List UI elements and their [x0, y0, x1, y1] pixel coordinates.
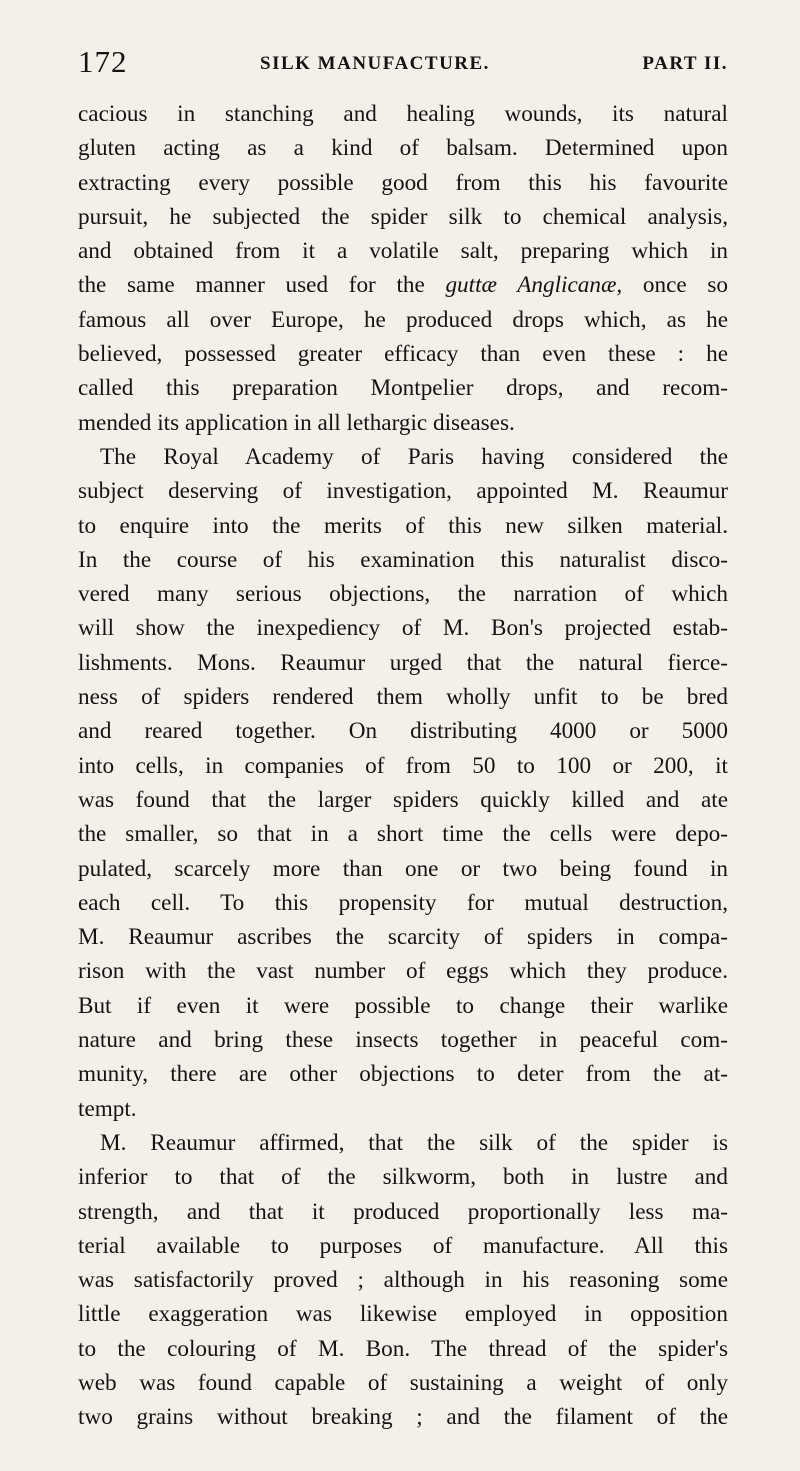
text-line: was satisfactorily proved ; although in his reasoning some: [78, 1267, 728, 1294]
text-line: rison with the vast number of eggs which they produce.: [78, 958, 728, 985]
text-line: ness of spiders rendered them wholly unfit to be bred: [78, 684, 728, 711]
text-line: little exaggeration was likewise employed in opposition: [78, 1301, 728, 1328]
text-run: the same manner used for the: [78, 272, 446, 299]
text-line: In the course of his examination this naturalist disco-: [78, 546, 728, 573]
text-line: pursuit, he subjected the spider silk to chemical analysis,: [78, 203, 728, 230]
paragraph-end-line: mended its application in all lethargic diseases.: [78, 409, 515, 436]
text-line-with-italic: [78, 268, 728, 302]
text-line: lishments. Mons. Reaumur urged that the natural fierce-: [78, 649, 728, 676]
page-number: 172: [78, 44, 128, 79]
text-line: gluten acting as a kind of balsam. Determined upon: [78, 135, 728, 162]
text-line: and reared together. On distributing 4000 or 5000: [78, 718, 728, 745]
text-line: each cell. To this propensity for mutual destruction,: [78, 889, 728, 916]
body-text: [78, 97, 728, 1435]
text-line: to enquire into the merits of this new silken material.: [78, 512, 728, 539]
paragraph-end-line: tempt.: [78, 1095, 137, 1122]
text-line: web was found capable of sustaining a weight of only: [78, 1369, 728, 1396]
text-line: vered many serious objections, the narration of which: [78, 581, 728, 608]
text-run: once so: [622, 272, 728, 299]
text-line: nature and bring these insects together in peaceful com-: [78, 1027, 728, 1054]
text-line: believed, possessed greater efficacy than even these : he: [78, 341, 728, 368]
text-line: strength, and that it produced proportionally less ma-: [78, 1198, 728, 1225]
text-line: famous all over Europe, he produced drops which, as he: [78, 306, 728, 333]
text-line: munity, there are other objections to deter from the at-: [78, 1061, 728, 1088]
text-line: inferior to that of the silkworm, both in lustre and: [78, 1164, 728, 1191]
text-line: extracting every possible good from this his favourite: [78, 169, 728, 196]
paragraph-start-line: M. Reaumur affirmed, that the silk of the spider is: [100, 1129, 728, 1156]
text-line: was found that the larger spiders quickly killed and ate: [78, 786, 728, 813]
text-line: called this preparation Montpelier drops, and recom-: [78, 375, 728, 402]
part-label: PART II.: [642, 53, 728, 74]
text-line: the smaller, so that in a short time the cells were depo-: [78, 821, 728, 848]
running-title: SILK MANUFACTURE.: [260, 53, 490, 74]
running-head: [78, 44, 728, 84]
text-line: pulated, scarcely more than one or two being found in: [78, 855, 728, 882]
text-line: into cells, in companies of from 50 to 100 or 200, it: [78, 752, 728, 779]
italic-phrase: guttæ Anglicanæ,: [445, 272, 623, 299]
text-line: subject deserving of investigation, appointed M. Reaumur: [78, 478, 728, 505]
paragraph-start-line: The Royal Academy of Paris having considered the: [100, 443, 728, 470]
text-line: two grains without breaking ; and the filament of the: [78, 1404, 728, 1431]
text-line: M. Reaumur ascribes the scarcity of spiders in compa-: [78, 924, 728, 951]
text-line: cacious in stanching and healing wounds, its natural: [78, 101, 728, 127]
text-line: and obtained from it a volatile salt, preparing which in: [78, 238, 728, 265]
text-line: terial available to purposes of manufacture. All this: [78, 1232, 728, 1259]
text-line: to the colouring of M. Bon. The thread of the spider's: [78, 1335, 728, 1362]
text-line: But if even it were possible to change their warlike: [78, 992, 728, 1019]
text-line: will show the inexpediency of M. Bon's projected estab-: [78, 615, 728, 642]
